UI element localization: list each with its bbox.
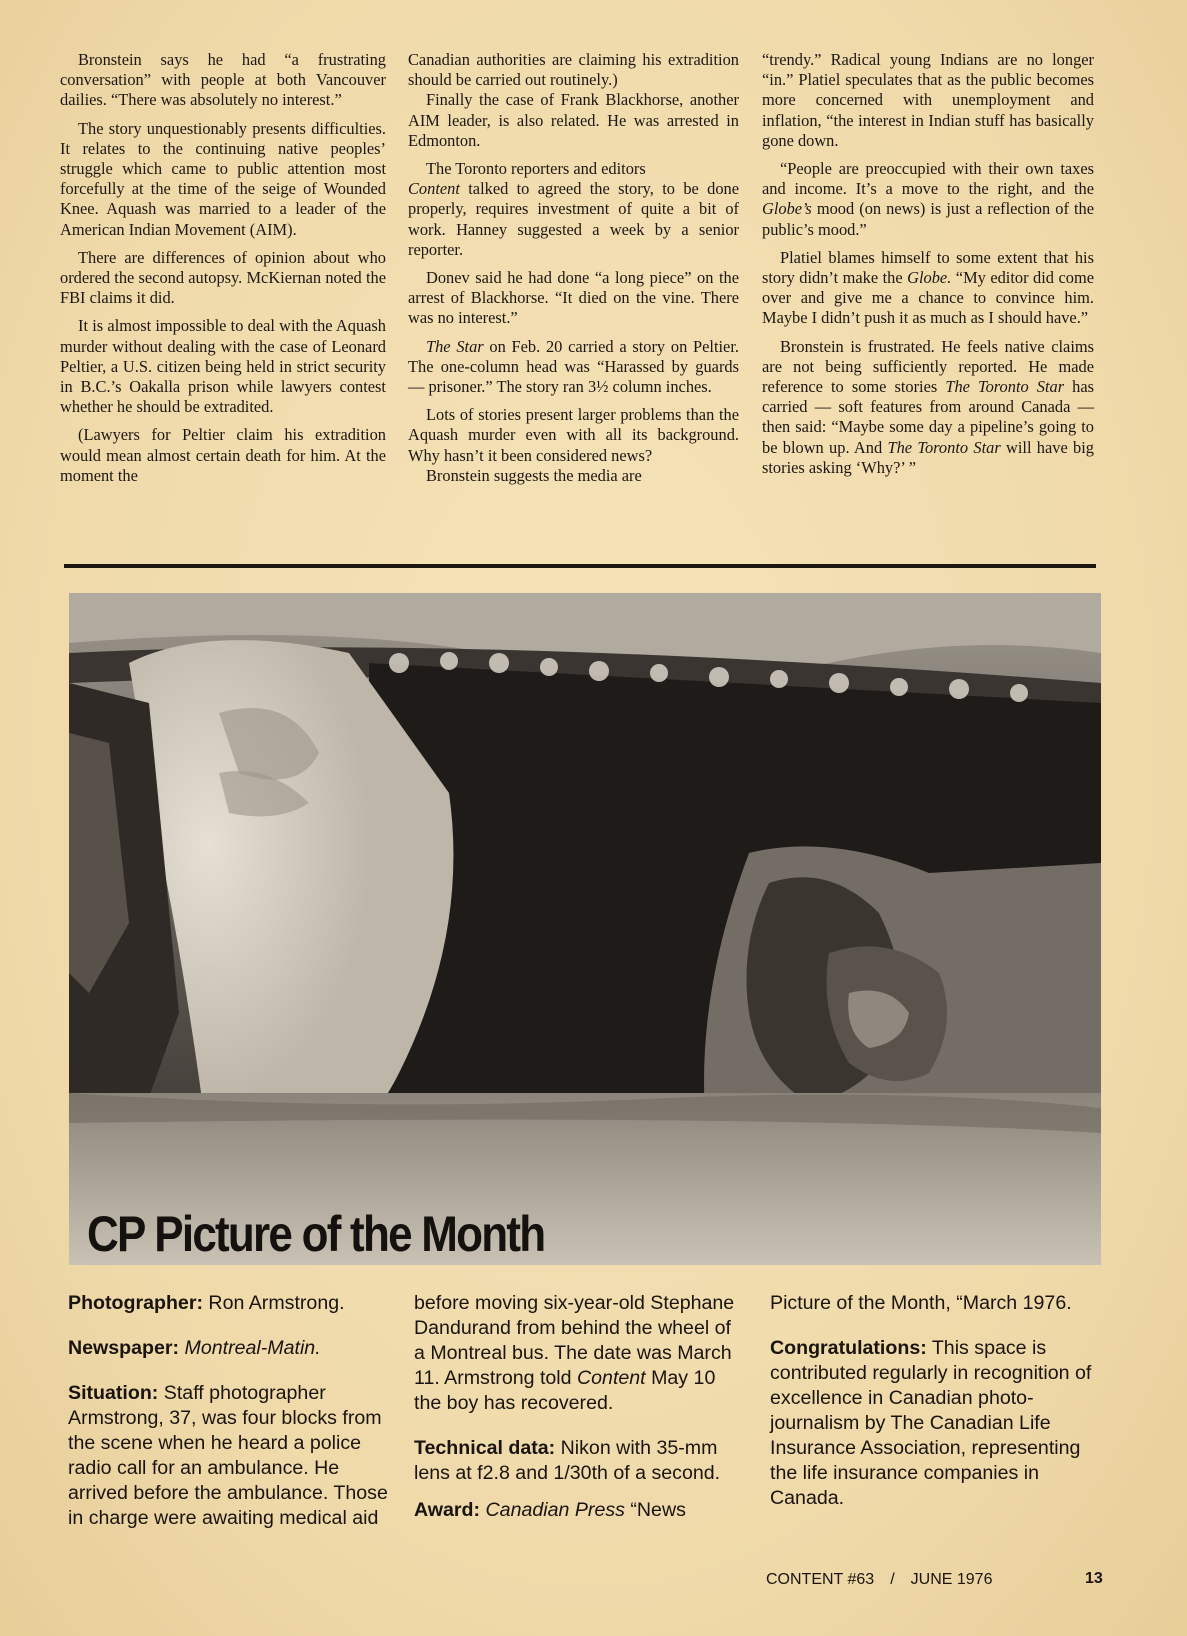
article-paragraph: Finally the case of Frank Blackhorse, another AIM leader, is also related. He was arrested in Edmonton.: [408, 90, 739, 150]
issue-date: JUNE 1976: [910, 1571, 993, 1588]
publication-name: Globe.: [907, 268, 952, 288]
article-paragraph: The Toronto reporters and editors Content talked to agreed the story, to be done properly, requires investment of quite a bit of work. Hanney suggested a week by a senior reporter.: [408, 159, 739, 259]
article-column-2: [408, 50, 739, 494]
article-column-3: [762, 50, 1094, 486]
article-paragraph: It is almost impossible to deal with the Aquash murder without dealing with the case of Leonard Peltier, a U.S. citizen being held in strict security in B.C.’s Oakalla prison while lawyers contest whether he should be extradited.: [60, 316, 386, 417]
article-paragraph: (Lawyers for Peltier claim his extradition would mean almost certain death for him. At the moment the: [60, 425, 386, 485]
publication-name: Content: [408, 179, 460, 199]
photo-illustration: [69, 593, 1101, 1265]
page-number: 13: [1085, 1570, 1103, 1587]
article-paragraph: The story unquestionably presents difficulties. It relates to the continuing native peoples’ struggle which came to public attention most forcefully at the time of the seige of Wounded Knee. Aquash was married to a leader of the American Indian Movement (AIM).: [60, 118, 386, 239]
article-paragraph: “trendy.” Radical young Indians are no longer “in.” Platiel speculates that as the public becomes more concerned with unemployment and inflation, “the interest in Indian stuff has basically gone down.: [762, 50, 1094, 150]
article-paragraph: Platiel blames himself to some extent that his story didn’t make the Globe. “My editor did come over and give me a chance to convince him. Maybe I didn’t push it as much as I should have.”: [762, 247, 1094, 328]
section-divider: [64, 564, 1096, 568]
page-footer: [766, 1571, 1008, 1589]
publication-name: Globe’s: [762, 199, 812, 219]
article-paragraph: Canadian authorities are claiming his extradition should be carried out routinely.): [408, 50, 739, 90]
article-paragraph: Lots of stories present larger problems than the Aquash murder even with all its background. Why hasn’t it been considered news?: [408, 405, 739, 465]
award-text-continued: Picture of the Month, “March 1976.: [770, 1292, 1072, 1314]
article-paragraph: The Star on Feb. 20 carried a story on Peltier. The one-column head was “Harassed by guards — prisoner.” The story ran 3½ column inches.: [408, 336, 739, 397]
article-paragraph: Bronstein suggests the media are: [426, 465, 642, 485]
feature-headline: CP Picture of the Month: [87, 1206, 545, 1262]
article-paragraph: Donev said he had done “a long piece” on the arrest of Blackhorse. “It died on the vine. There was no interest.”: [408, 268, 739, 328]
article-column-1: [60, 50, 386, 494]
feature-photograph: [69, 593, 1101, 1265]
newspaper-credit: Newspaper: Montreal-Matin.: [68, 1337, 321, 1359]
article-paragraph: “People are preoccupied with their own taxes and income. It’s a move to the right, and the Globe’s mood (on news) is just a reflection of the public’s mood.”: [762, 159, 1094, 239]
article-paragraph: Bronstein says he had “a frustrating conversation” with people at both Vancouver dailies. “There was absolutely no interest.”: [60, 50, 386, 110]
technical-data: Technical data: Nikon with 35-mm lens at f2.8 and 1/30th of a second.: [414, 1437, 721, 1484]
publication-name: The Star: [426, 336, 484, 356]
caption-column-1: [68, 1291, 398, 1551]
caption-column-3: [770, 1291, 1110, 1531]
article-paragraph: Bronstein is frustrated. He feels native claims are not being sufficiently reported. He made reference to some stories The Toronto Star has carried — soft features from around Canada — then said: “Maybe some day a pipeline’s going to be blown up. And The Toronto Star will have big stories asking ‘Why?’ ”: [762, 336, 1094, 477]
publication-name: The Toronto Star: [887, 437, 1001, 457]
photographer-credit: Photographer: Ron Armstrong.: [68, 1292, 345, 1314]
caption-column-2: [414, 1291, 746, 1543]
publication-name: The Toronto Star: [945, 377, 1065, 397]
footer-separator: /: [890, 1571, 895, 1588]
article-paragraph: There are differences of opinion about who ordered the second autopsy. McKiernan noted the FBI claims it did.: [60, 247, 386, 308]
publication-issue: CONTENT #63: [766, 1571, 875, 1588]
situation-text-continued: before moving six-year-old Stephane Dandurand from behind the wheel of a Montreal bus. The date was March 11. Armstrong told Content May 10 the boy has recovered.: [414, 1292, 735, 1414]
congratulations-text: Congratulations: This space is contributed regularly in recognition of excellence in Canadian photo-journalism by The Canadian Life Insurance Association, representing the life insurance companies in Canada.: [770, 1337, 1092, 1509]
award-text: Award: Canadian Press “News: [414, 1499, 686, 1521]
situation-text: Situation: Staff photographer Armstrong, 37, was four blocks from the scene when he heard a police radio call for an ambulance. He arrived before the ambulance. Those in charge were awaiting medical aid: [68, 1382, 388, 1529]
